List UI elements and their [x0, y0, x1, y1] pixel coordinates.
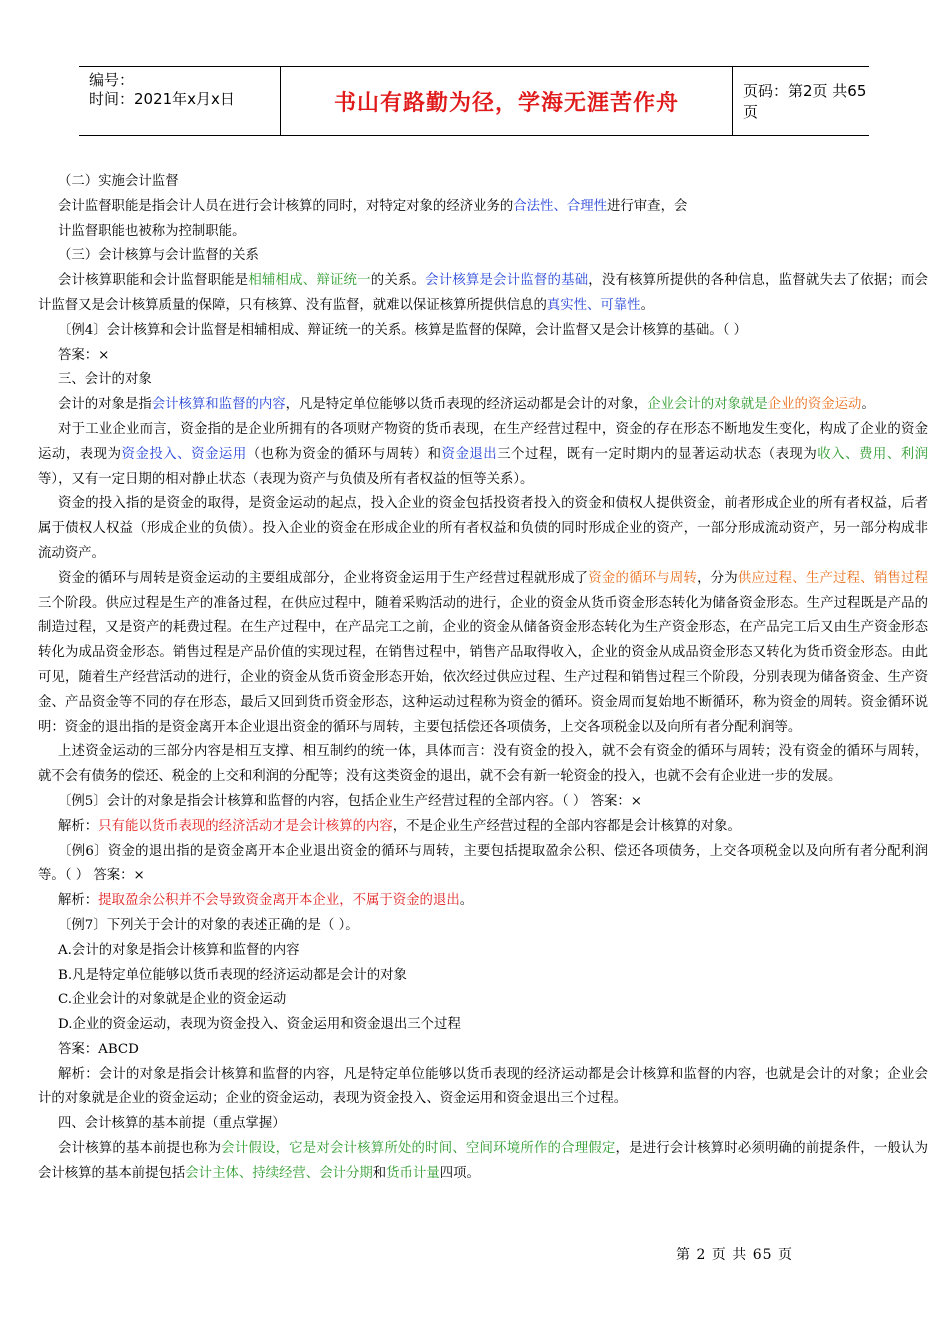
section-title: （二）实施会计监督	[58, 174, 179, 189]
time-label: 时间：2021年x月x日	[89, 90, 235, 108]
header-motto: 书山有路勤为径，学海无涯苦作舟	[281, 67, 733, 135]
option-a: A.会计的对象是指会计核算和监督的内容	[58, 942, 300, 958]
example-answer: 答案：×	[58, 347, 110, 363]
section-title: 三、会计的对象	[58, 372, 152, 388]
example-question: 〔例7〕下列关于会计的对象的表述正确的是（ ）。	[58, 917, 359, 933]
section-title: （三）会计核算与会计监督的关系	[58, 248, 259, 264]
serial-label: 编号：	[89, 71, 135, 89]
page-header	[79, 66, 869, 136]
paragraph: 会计核算的基本前提也称为会计假设，它是对会计核算所处的时间、空间环境所作的合理假定，是进行会计核算时必须明确的前提条件，一般认为会计核算的基本前提包括会计主体、持续经营、会计分期和货币计量四项。	[38, 1141, 929, 1181]
header-page-info: 页码：第2页 共65页	[743, 82, 867, 121]
example-explanation: 解析：只有能以货币表现的经济活动才是会计核算的内容，不是企业生产经营过程的全部内容都是会计核算的对象。	[58, 818, 741, 834]
example-answer: 答案：ABCD	[58, 1041, 139, 1057]
paragraph: 会计监督职能是指会计人员在进行会计核算的同时，对特定对象的经济业务的合法性、合理性进行审查，会	[58, 198, 688, 214]
section-title: 四、会计核算的基本前提（重点掌握）	[58, 1116, 286, 1132]
paragraph: 资金的循环与周转是资金运动的主要组成部分，企业将资金运用于生产经营过程就形成了资金的循环与周转，分为供应过程、生产过程、销售过程三个阶段。供应过程是生产的准备过程，在供应过程中，随着采购活动的进行，企业的资金从货币资金形态转化为储备资金形态。生产过程既是产品的制造过程，又是资产的耗费过程。在生产过程中，在产品完工之前，企业的资金从储备资金形态转化为生产资金形态，在产品完工后又由生产资金形态转化为成品资金形态。销售过程是产品价值的实现过程，在销售过程中，销售产品取得收入，企业的资金从成品资金形态又转化为货币资金形态。由此可见，随着生产经营活动的进行，企业的资金从货币资金形态开始，依次经过供应过程、生产过程和销售过程三个阶段，分别表现为储备资金、生产资金、产品资金等不同的存在形态，最后又回到货币资金形态，这种运动过程称为资金的循环。资金周而复始地不断循环，称为资金的周转。资金循环说明：资金的退出指的是资金离开本企业退出资金的循环与周转，主要包括偿还各项债务，上交各项税金以及向所有者分配利润等。	[38, 570, 929, 735]
header-meta	[79, 67, 281, 135]
paragraph: 上述资金运动的三部分内容是相互支撑、相互制约的统一体，具体而言：没有资金的投入，就不会有资金的循环与周转；没有资金的循环与周转，就不会有债务的偿还、税金的上交和利润的分配等；没有这类资金的退出，就不会有新一轮资金的投入，也就不会有企业进一步的发展。	[38, 744, 928, 785]
option-d: D.企业的资金运动，表现为资金投入、资金运用和资金退出三个过程	[58, 1017, 461, 1033]
paragraph: 会计核算职能和会计监督职能是相辅相成、辩证统一的关系。会计核算是会计监督的基础，没有核算所提供的各种信息，监督就失去了依据；而会计监督又是会计核算质量的保障，只有核算、没有监督，就难以保证核算所提供信息的真实性、可靠性。	[38, 273, 929, 313]
example-question: 〔例5〕会计的对象是指会计核算和监督的内容，包括企业生产经营过程的全部内容。（ ） 答案：×	[58, 793, 642, 809]
example-explanation: 解析：提取盈余公积并不会导致资金离开本企业，不属于资金的退出。	[58, 893, 474, 909]
example-question: 〔例6〕资金的退出指的是资金离开本企业退出资金的循环与周转，主要包括提取盈余公积、偿还各项债务，上交各项税金以及向所有者分配利润等。（ ） 答案：×	[38, 843, 928, 884]
paragraph: 资金的投入指的是资金的取得，是资金运动的起点，投入企业的资金包括投资者投入的资金和债权人提供资金，前者形成企业的所有者权益，后者属于债权人权益（形成企业的负债）。投入企业的资金在形成企业的所有者权益和负债的同时形成企业的资产，一部分形成流动资产，另一部分构成非流动资产。	[38, 496, 928, 561]
paragraph: 对于工业企业而言，资金指的是企业所拥有的各项财产物资的货币表现，在生产经营过程中，资金的存在形态不断地发生变化，构成了企业的资金运动，表现为资金投入、资金运用（也称为资金的循环与周转）和资金退出三个过程，既有一定时期内的显著运动状态（表现为收入、费用、利润等），又有一定日期的相对静止状态（表现为资产与负债及所有者权益的恒等关系）。	[38, 421, 929, 487]
page-footer: 第 2 页 共 65 页	[676, 1247, 793, 1263]
example-explanation: 解析：会计的对象是指会计核算和监督的内容，凡是特定单位能够以货币表现的经济运动都是会计核算和监督的内容，也就是会计的对象；企业会计的对象就是企业的资金运动；企业的资金运动，表现为资金投入、资金运用和资金退出三个过程。	[38, 1066, 928, 1107]
paragraph: 会计的对象是指会计核算和监督的内容，凡是特定单位能够以货币表现的经济运动都是会计的对象，企业会计的对象就是企业的资金运动。	[58, 397, 875, 413]
example-question: 〔例4〕会计核算和会计监督是相辅相成、辩证统一的关系。核算是监督的保障，会计监督又是会计核算的基础。（ ）	[58, 322, 747, 338]
document-body	[38, 170, 928, 1187]
paragraph: 计监督职能也被称为控制职能。	[58, 223, 246, 239]
option-c: C.企业会计的对象就是企业的资金运动	[58, 992, 287, 1008]
option-b: B.凡是特定单位能够以货币表现的经济运动都是会计的对象	[58, 967, 407, 983]
